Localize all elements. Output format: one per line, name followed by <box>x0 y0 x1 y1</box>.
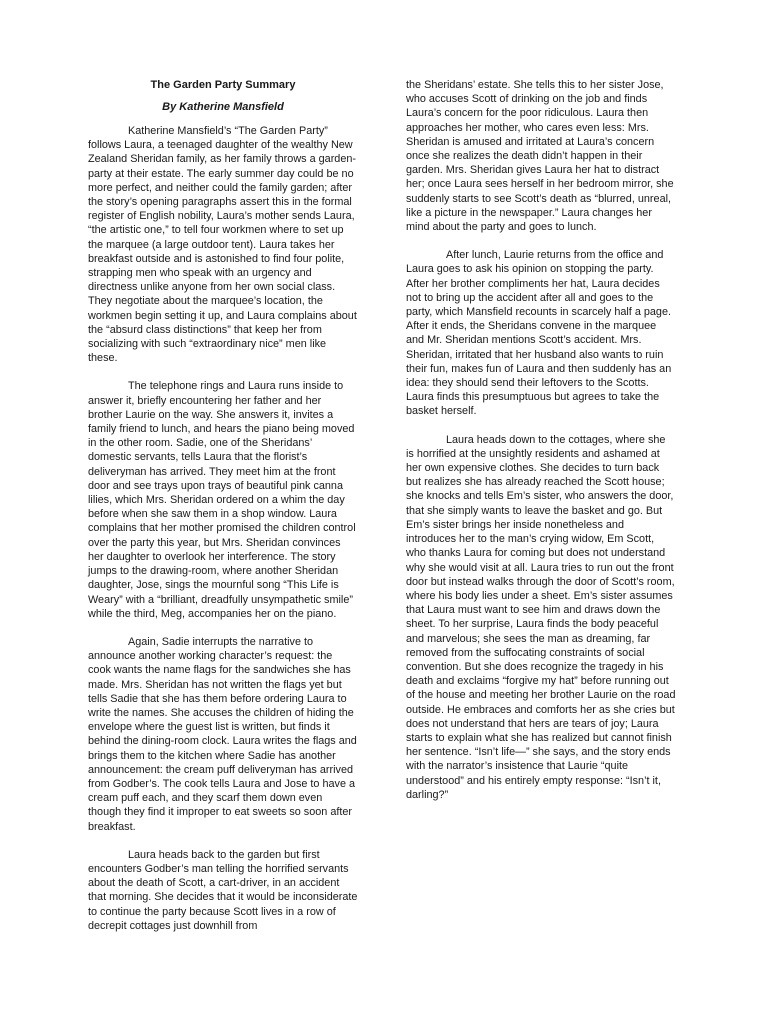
body-paragraph-continued: the Sheridans’ estate. She tells this to her sister Jose, who accuses Scott of drinking on the job and finds Laura’s concern for the poor ridiculous. Laura then approaches her mother, who cares even less: Mrs. Sheridan is amused and irritated at Laura’s concern once she realizes the death didn’t happen in their garden. Mrs. Sheridan gives Laura her hat to distract her; once Laura sees herself in her bedroom mirror, she suddenly starts to see Scott’s death as “blurred, unreal, like a picture in the newspaper.” Laura changes her mind about the party and goes to lunch. <box>406 79 674 234</box>
document-title: The Garden Party Summary <box>150 79 296 91</box>
right-column <box>406 78 676 816</box>
body-paragraph: After lunch, Laurie returns from the office and Laura goes to ask his opinion on stopping the party. After her brother compliments her hat, Laura decides not to bring up the accident after all and goes to the party, which Mansfield recounts in scarcely half a page. After it ends, the Sheridans convene in the marquee and Mr. Sheridan mentions Scott’s accident. Mrs. Sheridan, irritated that her husband also wants to ruin their fun, makes fun of Laura and then suddenly has an idea: they should send their leftovers to the Scotts. Laura finds this presumptuous but agrees to take the basket herself. <box>406 249 672 418</box>
body-paragraph: Laura heads down to the cottages, where she is horrified at the unsightly residents and ashamed at her own expensive clothes. She decides to turn back but realizes she has already reached the Scott house; she knocks and tells Em’s sister, who answers the door, that she simply wants to leave the basket and go. But Em’s sister brings her inside nonetheless and introduces her to the man’s crying widow, Em Scott, who thanks Laura for coming but does not understand why she would visit at all. Laura tries to run out the front door but instead walks through the door of Scott’s room, where his body lies under a sheet. Em’s sister assumes that Laura must want to see him and draws down the sheet. To her surprise, Laura finds the body peaceful and marvelous; she sees the man as dreaming, far removed from the suffocating constraints of social convention. But she does recognize the tragedy in his death and exclaims “forgive my hat” before running out of the house and meeting her brother Laurie on the road outside. He embraces and comforts her as she cries but does not understand that hers are tears of joy; Laura starts to explain what she has realized but cannot finish her sentence. “Isn’t life—” she says, and the story ends with the narrator’s insistence that Laurie “quite understood” and his entirely empty response: “Isn’t it, darling?” <box>406 433 676 801</box>
body-paragraph: Again, Sadie interrupts the narrative to announce another working character’s request: the cook wants the name flags for the sandwiches she has made. Mrs. Sheridan has not written the flags yet but tells Sadie that she has them before ordering Laura to write the names. She accuses the children of hiding the envelope where the guest list is written, but finds it behind the dining-room clock. Laura writes the flags and brings them to the kitchen where Sadie has another announcement: the cream puff deliveryman has arrived from Godber’s. The cook tells Laura and Jose to have a cream puff each, and they scarf them down even though they find it improper to eat sweets so soon after breakfast. <box>88 635 357 833</box>
left-column <box>88 78 358 947</box>
document-author: By Katherine Mansfield <box>162 101 284 113</box>
body-paragraph: The telephone rings and Laura runs inside to answer it, briefly encountering her father and her brother Laurie on the way. She answers it, invites a family friend to lunch, and hears the piano being moved in the other room. Sadie, one of the Sheridans’ domestic servants, tells Laura that the florist’s deliveryman has arrived. They meet him at the front door and see trays upon trays of beautiful pink canna lilies, which Mrs. Sheridan ordered on a whim the day before when she saw them in a shop window. Laura complains that her mother promised the children control over the party this year, but Mrs. Sheridan convinces her daughter to overlook her interference. The story jumps to the drawing-room, where another Sheridan daughter, Jose, sings the mournful song “This Life is Weary” with a “brilliant, dreadfully unsympathetic smile” while the third, Meg, accompanies her on the piano. <box>88 380 356 620</box>
body-paragraph: Laura heads back to the garden but first encounters Godber’s man telling the horrified servants about the death of Scott, a cart-driver, in an accident that morning. She decides that it would be inconsiderate to continue the party because Scott lives in a row of decrepit cottages just downhill from <box>88 848 358 932</box>
body-paragraph: Katherine Mansfield’s “The Garden Party” follows Laura, a teenaged daughter of the wealthy New Zealand Sheridan family, as her family throws a garden-party at their estate. The early summer day could be no more perfect, and neither could the family garden; after the story’s opening paragraphs assert this in the formal register of English nobility, Laura’s mother sends Laura, “the artistic one,” to tell four workmen where to set up the marquee (a large outdoor tent). Laura takes her breakfast outside and is astonished to find four polite, strapping men who speak with an urgency and directness unlike anyone from her own social class. They negotiate about the marquee’s location, the workmen begin setting it up, and Laura complains about the “absurd class distinctions” that keep her from socializing with such “extraordinary nice” men like these. <box>88 125 357 365</box>
